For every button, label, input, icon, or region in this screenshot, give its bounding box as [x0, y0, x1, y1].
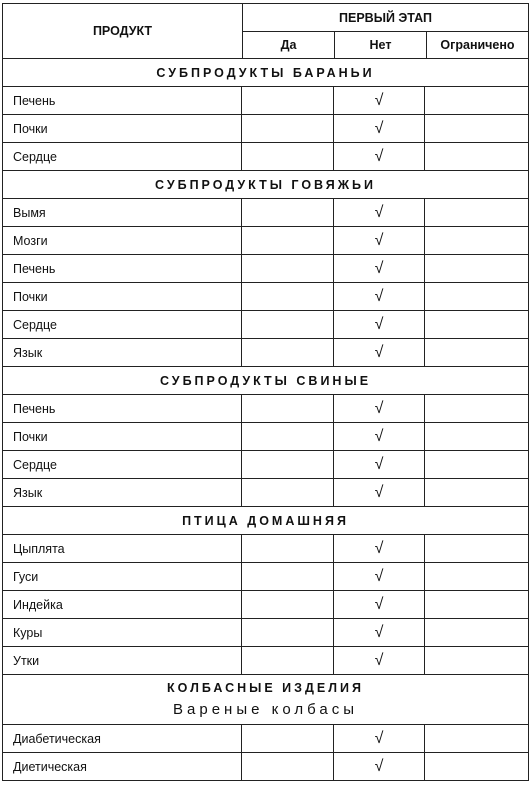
cell-limited	[425, 619, 528, 646]
cell-yes	[242, 283, 334, 310]
table-row	[2, 647, 529, 675]
cell-yes	[242, 143, 334, 170]
section-header	[2, 367, 529, 395]
cell-no	[334, 199, 426, 226]
table-header	[2, 3, 529, 59]
cell-limited	[425, 535, 528, 562]
section-subtitle: Вареные колбасы	[173, 701, 358, 718]
cell-limited	[425, 563, 528, 590]
table-row	[2, 395, 529, 423]
cell-limited	[425, 647, 528, 674]
cell-no	[334, 255, 426, 282]
cell-limited	[425, 199, 528, 226]
product-name: Почки	[3, 423, 242, 450]
section-header	[2, 507, 529, 535]
cell-yes	[242, 311, 334, 338]
cell-limited	[425, 87, 528, 114]
check-icon: √	[374, 399, 384, 417]
cell-limited	[425, 591, 528, 618]
product-name: Вымя	[3, 199, 242, 226]
section-header	[2, 171, 529, 199]
cell-no	[334, 725, 426, 752]
col-no-header	[335, 32, 427, 58]
cell-limited	[425, 339, 528, 366]
product-name: Печень	[3, 87, 242, 114]
product-name: Печень	[3, 255, 242, 282]
cell-no	[334, 753, 426, 780]
check-icon: √	[374, 259, 384, 277]
product-name: Почки	[3, 283, 242, 310]
section-header	[2, 675, 529, 725]
check-icon: √	[374, 427, 384, 445]
cell-no	[334, 619, 426, 646]
stage-header	[243, 4, 528, 32]
cell-no	[334, 87, 426, 114]
section-title: СУБПРОДУКТЫ ГОВЯЖЬИ	[154, 177, 377, 192]
check-icon: √	[374, 119, 384, 137]
cell-yes	[242, 619, 334, 646]
cell-yes	[242, 591, 334, 618]
check-icon: √	[374, 343, 384, 361]
cell-limited	[425, 423, 528, 450]
check-icon: √	[374, 483, 384, 501]
check-icon: √	[374, 287, 384, 305]
cell-yes	[242, 753, 334, 780]
cell-yes	[242, 199, 334, 226]
col-limited-label: Ограничено	[440, 38, 515, 52]
cell-limited	[425, 283, 528, 310]
product-name: Диабетическая	[3, 725, 242, 752]
stage-subheaders	[243, 32, 528, 58]
col-yes-header	[243, 32, 335, 58]
diet-table	[2, 3, 529, 781]
cell-limited	[425, 395, 528, 422]
cell-no	[334, 535, 426, 562]
stage-header-group	[243, 4, 528, 58]
cell-yes	[242, 115, 334, 142]
cell-yes	[242, 423, 334, 450]
check-icon: √	[374, 729, 384, 747]
col-no-label: Нет	[369, 38, 392, 52]
cell-yes	[242, 87, 334, 114]
cell-limited	[425, 255, 528, 282]
table-row	[2, 479, 529, 507]
section-header	[2, 59, 529, 87]
section-title: СУБПРОДУКТЫ СВИНЫЕ	[159, 373, 372, 388]
table-row	[2, 311, 529, 339]
cell-limited	[425, 479, 528, 506]
product-name: Сердце	[3, 311, 242, 338]
check-icon: √	[374, 231, 384, 249]
col-yes-label: Да	[280, 38, 297, 52]
check-icon: √	[374, 203, 384, 221]
cell-no	[334, 647, 426, 674]
check-icon: √	[374, 147, 384, 165]
cell-no	[334, 395, 426, 422]
product-header-label: ПРОДУКТ	[92, 24, 153, 38]
product-name: Сердце	[3, 143, 242, 170]
section-title: СУБПРОДУКТЫ БАРАНЬИ	[156, 65, 375, 80]
table-row	[2, 339, 529, 367]
product-name: Почки	[3, 115, 242, 142]
cell-yes	[242, 339, 334, 366]
section-title: КОЛБАСНЫЕ ИЗДЕЛИЯ	[167, 681, 364, 695]
cell-yes	[242, 535, 334, 562]
cell-yes	[242, 563, 334, 590]
check-icon: √	[374, 651, 384, 669]
cell-yes	[242, 227, 334, 254]
table-row	[2, 563, 529, 591]
product-name: Сердце	[3, 451, 242, 478]
check-icon: √	[374, 595, 384, 613]
table-row	[2, 535, 529, 563]
check-icon: √	[374, 91, 384, 109]
product-name: Цыплята	[3, 535, 242, 562]
cell-no	[334, 311, 426, 338]
check-icon: √	[374, 455, 384, 473]
cell-limited	[425, 143, 528, 170]
cell-no	[334, 591, 426, 618]
table-row	[2, 199, 529, 227]
cell-limited	[425, 725, 528, 752]
cell-no	[334, 115, 426, 142]
product-name: Печень	[3, 395, 242, 422]
cell-yes	[242, 451, 334, 478]
product-column-header	[3, 4, 243, 58]
cell-no	[334, 227, 426, 254]
table-row	[2, 87, 529, 115]
check-icon: √	[374, 539, 384, 557]
cell-yes	[242, 395, 334, 422]
cell-limited	[425, 311, 528, 338]
product-name: Мозги	[3, 227, 242, 254]
product-name: Диетическая	[3, 753, 242, 780]
product-name: Гуси	[3, 563, 242, 590]
product-name: Утки	[3, 647, 242, 674]
table-row	[2, 619, 529, 647]
table-row	[2, 753, 529, 781]
cell-no	[334, 143, 426, 170]
table-row	[2, 115, 529, 143]
table-row	[2, 143, 529, 171]
table-row	[2, 423, 529, 451]
table-row	[2, 255, 529, 283]
cell-no	[334, 479, 426, 506]
check-icon: √	[374, 567, 384, 585]
check-icon: √	[374, 623, 384, 641]
table-row	[2, 227, 529, 255]
cell-limited	[425, 227, 528, 254]
table-body	[2, 59, 529, 781]
section-title: ПТИЦА ДОМАШНЯЯ	[182, 513, 349, 528]
product-name: Язык	[3, 339, 242, 366]
cell-no	[334, 451, 426, 478]
col-limited-header	[427, 32, 528, 58]
product-name: Индейка	[3, 591, 242, 618]
table-row	[2, 451, 529, 479]
cell-no	[334, 339, 426, 366]
cell-no	[334, 563, 426, 590]
product-name: Язык	[3, 479, 242, 506]
cell-yes	[242, 725, 334, 752]
stage-header-label: ПЕРВЫЙ ЭТАП	[339, 10, 432, 25]
cell-limited	[425, 115, 528, 142]
check-icon: √	[374, 757, 384, 775]
cell-limited	[425, 451, 528, 478]
table-row	[2, 283, 529, 311]
cell-yes	[242, 255, 334, 282]
product-name: Куры	[3, 619, 242, 646]
check-icon: √	[374, 315, 384, 333]
table-row	[2, 591, 529, 619]
cell-yes	[242, 479, 334, 506]
cell-no	[334, 283, 426, 310]
cell-no	[334, 423, 426, 450]
cell-yes	[242, 647, 334, 674]
table-row	[2, 725, 529, 753]
cell-limited	[425, 753, 528, 780]
